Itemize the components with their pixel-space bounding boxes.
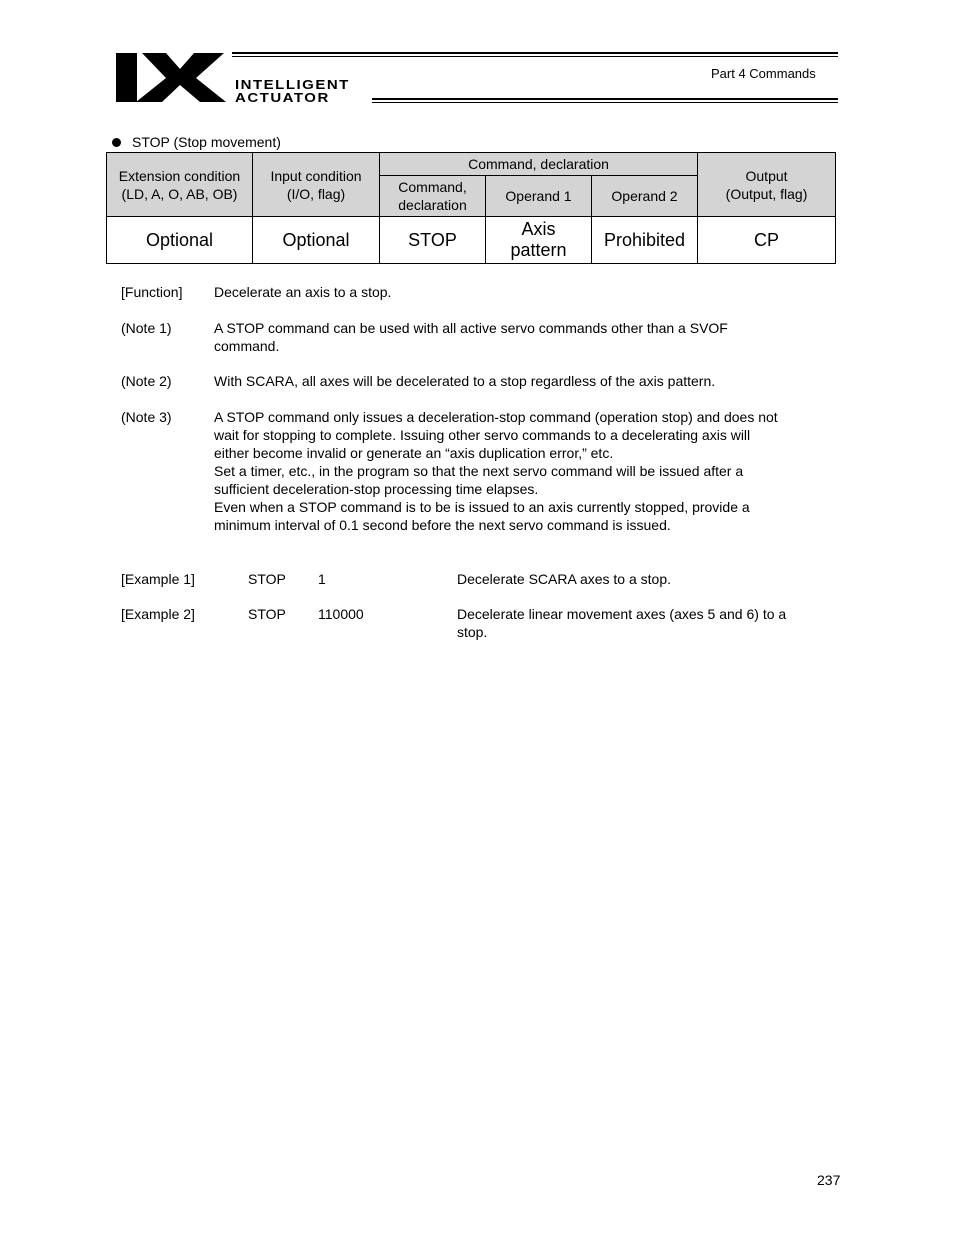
header-text: Input condition: [270, 167, 362, 184]
note-line: command.: [214, 338, 280, 354]
note-line: A STOP command only issues a deceleration-stop command (operation stop) and does not: [214, 409, 778, 425]
note-1-label: (Note 1): [121, 320, 172, 336]
example-line: Decelerate linear movement axes (axes 5 and 6) to a: [457, 606, 787, 622]
example-1-operand: 1: [318, 571, 326, 587]
example-2-operand: 110000: [318, 606, 364, 622]
header-extension-condition: [107, 153, 253, 217]
example-2-description: [457, 605, 837, 641]
header-text: (LD, A, O, AB, OB): [121, 185, 238, 202]
header-operand-2: Operand 2: [592, 176, 698, 217]
example-1-description: [457, 570, 837, 588]
header-command: [380, 176, 486, 217]
header-text: Command,: [398, 179, 467, 195]
header-rule-top: [232, 52, 838, 54]
header-text: (I/O, flag): [286, 185, 346, 202]
section-label: Part 4 Commands: [711, 66, 816, 81]
logo-text-intelligent: INTELLIGENT: [235, 78, 350, 93]
value-extension-condition: Optional: [107, 217, 253, 264]
header-text: Output: [745, 167, 788, 184]
note-1-text: [214, 319, 848, 355]
bullet-icon: [112, 138, 121, 147]
example-line: Decelerate SCARA axes to a stop.: [457, 571, 671, 587]
note-line: A STOP command can be used with all active servo commands other than a SVOF: [214, 320, 728, 336]
header-text: Extension condition: [118, 167, 241, 184]
example-2-label: [Example 2]: [121, 606, 195, 622]
value-operand-2: Prohibited: [592, 217, 698, 264]
header-operand-1: Operand 1: [486, 176, 592, 217]
note-2-text: [214, 372, 848, 390]
note-3-text: [214, 408, 848, 534]
header-text: (Output, flag): [725, 185, 808, 202]
note-line: wait for stopping to complete. Issuing other servo commands to a decelerating axis will: [214, 427, 751, 443]
note-line: Set a timer, etc., in the program so that the next servo command will be issued after a: [214, 463, 744, 479]
note-line: With SCARA, all axes will be decelerated to a stop regardless of the axis pattern.: [214, 373, 716, 389]
header-output: [698, 153, 836, 217]
note-line: either become invalid or generate an “axis duplication error,” etc.: [214, 445, 614, 461]
note-line: minimum interval of 0.1 second before the next servo command is issued.: [214, 517, 671, 533]
header-command-group: Command, declaration: [380, 153, 698, 176]
example-1-label: [Example 1]: [121, 571, 195, 587]
header-input-condition: [253, 153, 380, 217]
command-title-text: STOP (Stop movement): [132, 134, 281, 150]
command-spec-table: [106, 152, 836, 264]
value-text: pattern: [510, 240, 567, 260]
value-command: STOP: [380, 217, 486, 264]
value-input-condition: Optional: [253, 217, 380, 264]
logo-text-actuator: ACTUATOR: [235, 91, 330, 106]
note-2-label: (Note 2): [121, 373, 172, 389]
header-rule-top-thin: [232, 56, 838, 57]
header-rule-bottom: [372, 98, 838, 100]
example-1-command: STOP: [248, 571, 286, 587]
note-line: sufficient deceleration-stop processing time elapses.: [214, 481, 539, 497]
example-2-command: STOP: [248, 606, 286, 622]
value-output: CP: [698, 217, 836, 264]
header-text: declaration: [398, 197, 467, 213]
value-operand-1: [486, 217, 592, 264]
note-line: Even when a STOP command is to be is issued to an axis currently stopped, provide a: [214, 499, 750, 515]
header-rule-bottom-thin: [372, 102, 838, 103]
page-number: 237: [817, 1172, 841, 1188]
example-line: stop.: [457, 624, 488, 640]
command-title: [112, 134, 281, 150]
ix-logo: [114, 51, 232, 105]
function-label: [Function]: [121, 284, 183, 300]
function-text: Decelerate an axis to a stop.: [214, 284, 392, 300]
note-3-label: (Note 3): [121, 409, 172, 425]
value-text: Axis: [521, 219, 556, 239]
